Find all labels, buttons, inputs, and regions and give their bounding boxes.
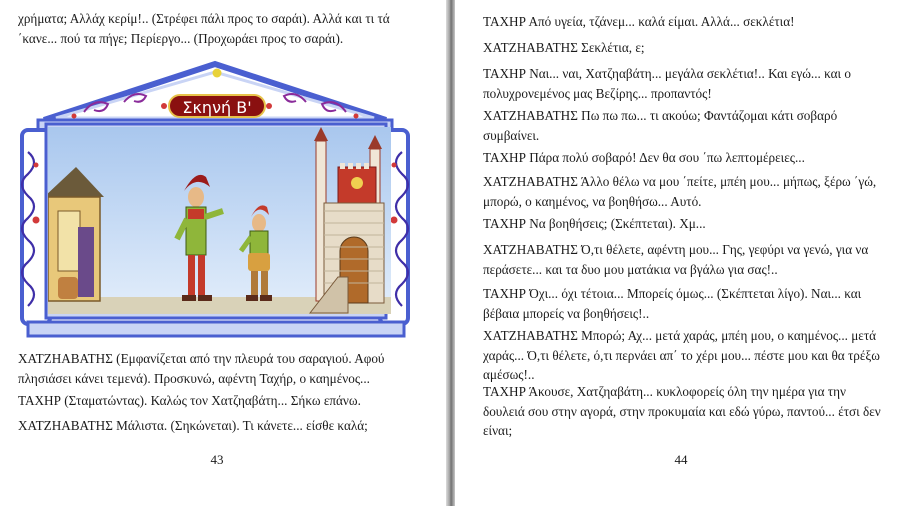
- dialogue-paragraph: ΤΑΧΗΡ Πάρα πολύ σοβαρό! Δεν θα σου ΄πω λεπτομέρειες...: [483, 150, 805, 165]
- dialogue-paragraph: ΤΑΧΗΡ Άκουσε, Χατζηαβάτη... κυκλοφορείς όλη την ημέρα για την δουλειά σου στην αγορά, στην προκυμαία και εδώ γύρω, παντού... έτσι δεν είναι;: [483, 384, 881, 438]
- dialogue-paragraph: ΧΑΤΖΗΑΒΑΤΗΣ Πω πω πω... τι ακούω; Φαντάζομαι κάτι σοβαρό συμβαίνει.: [483, 108, 838, 143]
- dialogue-paragraph: ΤΑΧΗΡ Ναι... ναι, Χατζηαβάτη... μεγάλα σεκλέτια!.. Και εγώ... και ο πολυχρονεμένος μας Βεζίρης... προπαντός!: [483, 66, 851, 101]
- left-page: [0, 0, 446, 506]
- dialogue-paragraph: ΧΑΤΖΗΑΒΑΤΗΣ Σεκλέτια, ε;: [483, 40, 645, 55]
- page-number-left: 43: [210, 452, 224, 467]
- dialogue-paragraph: ΧΑΤΖΗΑΒΑΤΗΣ Άλλο θέλω να μου ΄πείτε, μπέη μου... μήπως, ξέρω ΄γώ, μπορώ, ο καημένος, να βοηθήσω... Αυτό.: [483, 174, 877, 209]
- dialogue-paragraph: ΧΑΤΖΗΑΒΑΤΗΣ Μπορώ; Αχ... μετά χαράς, μπέη μου, ο καημένος... μετά χαράς... Ό,τι θέλετε, ό,τι περνάει απ΄ το χέρι μου... πέστε μου και θα τρέξω αμέσως!..: [483, 328, 880, 382]
- dialogue-paragraph: ΧΑΤΖΗΑΒΑΤΗΣ Ό,τι θέλετε, αφέντη μου... Γης, γεφύρι να γενώ, για να περάσετε... και τα δυο μου ματάκια να βγάλω για σας!..: [483, 242, 869, 277]
- dialogue-paragraph: ΤΑΧΗΡ Από υγεία, τζάνεμ... καλά είμαι. Αλλά... σεκλέτια!: [483, 14, 795, 29]
- stage-scene-illustration: [48, 127, 391, 314]
- book-gutter: [446, 0, 455, 506]
- dialogue-paragraph: ΤΑΧΗΡ (Σταματώντας). Καλώς τον Χατζηαβάτη... Σήκω επάνω.: [18, 393, 361, 408]
- scene-title-plaque: Σκηνή Β': [168, 94, 266, 118]
- dialogue-paragraph: ΤΑΧΗΡ Να βοηθήσεις; (Σκέπτεται). Χμ...: [483, 216, 706, 231]
- dialogue-paragraph: ΤΑΧΗΡ Όχι... όχι τέτοια... Μπορείς όμως... (Σκέπτεται λίγο). Ναι... και βέβαια μπορείς να βοηθήσεις!..: [483, 286, 862, 321]
- right-page: [455, 0, 901, 506]
- page-top-text: χρήματα; Αλλάχ κερίμ!.. (Στρέφει πάλι προς το σαράι). Αλλά και τι τά ΄κανε... πού τα πήγε; Περίεργο... (Προχωράει προς το σαράι).: [18, 11, 390, 46]
- page-number-right: 44: [674, 452, 688, 467]
- dialogue-paragraph: ΧΑΤΖΗΑΒΑΤΗΣ (Εμφανίζεται από την πλευρά του σαραγιού. Αφού πλησιάσει κάνει τεμενά). Προσκυνώ, αφέντη Ταχήρ, ο καημένος...: [18, 351, 385, 386]
- dialogue-paragraph: ΧΑΤΖΗΑΒΑΤΗΣ Μάλιστα. (Σηκώνεται). Τι κάνετε... είσθε καλά;: [18, 418, 368, 433]
